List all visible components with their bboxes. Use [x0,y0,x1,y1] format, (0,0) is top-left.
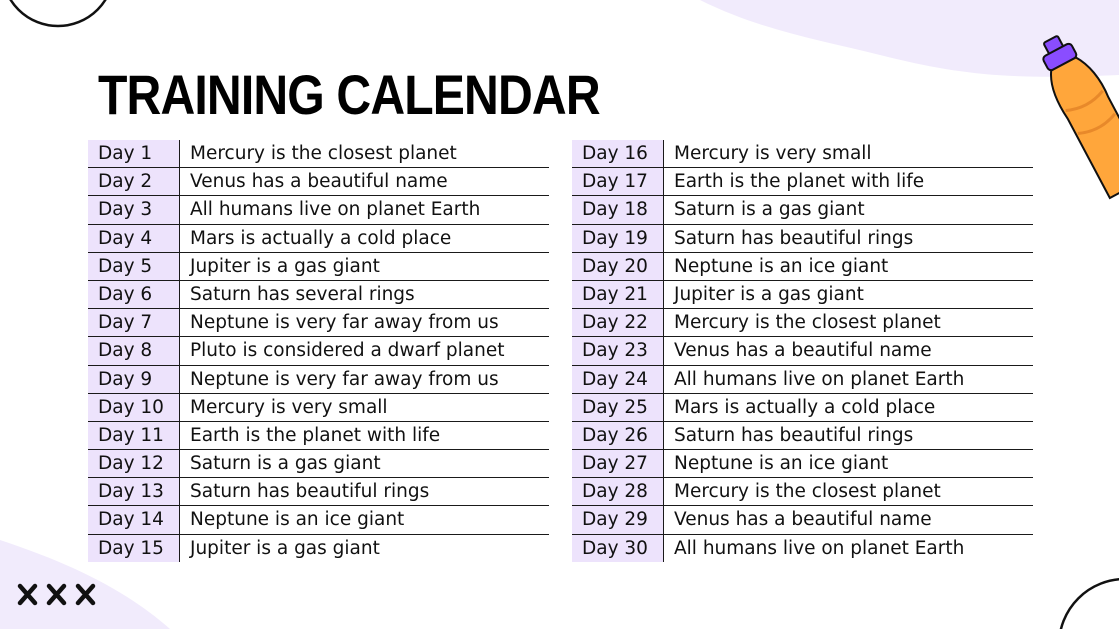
day-description: Venus has a beautiful name [190,171,448,193]
day-description: Earth is the planet with life [674,171,925,193]
day-description: Saturn has beautiful rings [674,424,914,446]
day-description: All humans live on planet Earth [190,199,481,221]
day-description: Saturn is a gas giant [674,199,865,221]
day-description: Mercury is the closest planet [674,481,941,503]
day-label: Day 9 [88,366,180,393]
table-row [88,281,549,309]
day-description: All humans live on planet Earth [674,537,965,559]
day-label: Day 20 [572,253,664,280]
table-row [572,281,1033,309]
calendar-table-left [88,140,549,562]
calendar-table-right [572,140,1033,562]
day-label: Day 13 [88,478,180,505]
day-description: Neptune is an ice giant [674,453,889,475]
day-label: Day 28 [572,478,664,505]
day-description: Neptune is very far away from us [190,312,499,334]
table-row [572,422,1033,450]
day-label: Day 18 [572,196,664,223]
day-label: Day 24 [572,366,664,393]
day-description: Venus has a beautiful name [674,340,932,362]
table-row [88,366,549,394]
table-row [572,337,1033,365]
day-description: Jupiter is a gas giant [190,537,380,559]
day-label: Day 15 [88,535,180,562]
day-description: Neptune is an ice giant [190,509,405,531]
day-label: Day 22 [572,309,664,336]
day-label: Day 27 [572,450,664,477]
day-description: Saturn is a gas giant [190,453,381,475]
table-row [572,309,1033,337]
table-row [88,337,549,365]
day-label: Day 26 [572,422,664,449]
table-row [88,225,549,253]
table-row [88,309,549,337]
day-label: Day 16 [572,140,664,167]
day-description: Mars is actually a cold place [190,227,452,249]
day-label: Day 25 [572,394,664,421]
top-left-circle-outline [2,0,114,26]
day-description: Saturn has beautiful rings [190,481,430,503]
day-description: Mercury is the closest planet [674,312,941,334]
day-label: Day 1 [88,140,180,167]
day-label: Day 10 [88,394,180,421]
day-label: Day 6 [88,281,180,308]
table-row [572,394,1033,422]
table-row [88,196,549,224]
day-label: Day 2 [88,168,180,195]
day-description: Jupiter is a gas giant [674,283,864,305]
table-row [572,253,1033,281]
day-label: Day 19 [572,225,664,252]
table-row [572,478,1033,506]
table-row [572,140,1033,168]
day-description: Mars is actually a cold place [674,396,936,418]
day-label: Day 3 [88,196,180,223]
table-row [572,366,1033,394]
table-row [88,478,549,506]
table-row [572,168,1033,196]
table-row [572,506,1033,534]
day-label: Day 5 [88,253,180,280]
day-label: Day 4 [88,225,180,252]
day-label: Day 21 [572,281,664,308]
table-row [572,225,1033,253]
day-description: Mercury is very small [674,143,872,164]
day-label: Day 11 [88,422,180,449]
day-description: All humans live on planet Earth [674,368,965,390]
day-description: Mercury is the closest planet [190,143,457,164]
bottom-right-circle-outline [1059,579,1119,629]
table-row [88,168,549,196]
day-description: Venus has a beautiful name [674,509,932,531]
day-description: Saturn has beautiful rings [674,227,914,249]
day-description: Jupiter is a gas giant [190,255,380,277]
day-description: Pluto is considered a dwarf planet [190,340,505,362]
day-label: Day 29 [572,506,664,533]
day-label: Day 7 [88,309,180,336]
table-row [572,450,1033,478]
day-description: Neptune is very far away from us [190,368,499,390]
table-row [88,506,549,534]
table-row [88,253,549,281]
day-label: Day 12 [88,450,180,477]
table-row [88,140,549,168]
table-row [88,422,549,450]
day-label: Day 17 [572,168,664,195]
table-row [88,450,549,478]
day-label: Day 8 [88,337,180,364]
page-title: TRAINING CALENDAR [98,63,600,126]
day-label: Day 14 [88,506,180,533]
day-description: Earth is the planet with life [190,424,441,446]
day-description: Saturn has several rings [190,283,415,305]
day-description: Mercury is very small [190,396,388,418]
day-description: Neptune is an ice giant [674,255,889,277]
table-row [88,394,549,422]
day-label: Day 30 [572,535,664,562]
table-row [88,535,549,562]
table-row [572,535,1033,562]
table-row [572,196,1033,224]
day-label: Day 23 [572,337,664,364]
